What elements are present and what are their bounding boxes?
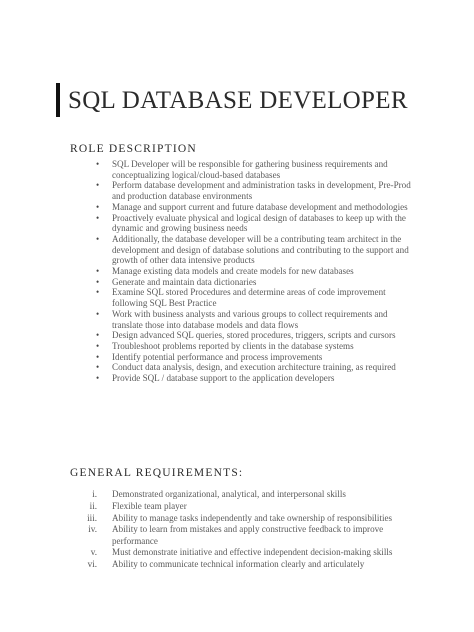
list-item: [96, 352, 416, 363]
list-numeral: iii.: [87, 512, 97, 523]
list-item-text: Troubleshoot problems reported by clients in the database systems: [112, 340, 354, 351]
list-item: [80, 547, 420, 558]
bullet-icon: •: [96, 351, 100, 362]
list-item: [96, 362, 416, 373]
bullet-icon: •: [96, 159, 100, 169]
bullet-icon: •: [96, 212, 100, 223]
list-item: [80, 501, 420, 512]
bullet-icon: •: [96, 308, 100, 319]
bullet-icon: •: [96, 287, 100, 298]
general-requirements-list: [80, 489, 420, 571]
list-item: [96, 277, 416, 288]
list-item-text: Must demonstrate initiative and effective independent decision-making skills: [112, 547, 393, 558]
list-item-text: Provide SQL / database support to the application developers: [112, 373, 335, 384]
list-item-text: Ability to communicate technical information clearly and articulately: [112, 559, 365, 570]
list-item-text: Generate and maintain data dictionaries: [112, 276, 257, 287]
list-item-text: Design advanced SQL queries, stored procedures, triggers, scripts and cursors: [112, 330, 396, 341]
bullet-icon: •: [96, 266, 100, 277]
bullet-icon: •: [96, 340, 100, 351]
list-item: [96, 180, 416, 201]
list-item-text: Work with business analysts and various groups to collect requirements and translate those into database models and data flows: [112, 308, 388, 330]
list-item: [96, 266, 416, 277]
bullet-icon: •: [96, 276, 100, 287]
bullet-icon: •: [96, 201, 100, 212]
list-item: [80, 524, 420, 546]
role-description-heading: ROLE DESCRIPTION: [70, 143, 197, 155]
list-item: [96, 341, 416, 352]
list-item: [96, 309, 416, 330]
list-item-text: Conduct data analysis, design, and execution architecture training, as required: [112, 362, 396, 373]
role-description-list: [96, 159, 416, 384]
bullet-icon: •: [96, 330, 100, 341]
list-item: [96, 287, 416, 308]
list-item-text: Examine SQL stored Procedures and determine areas of code improvement following SQL Best Practice: [112, 287, 386, 309]
list-item-text: Ability to manage tasks independently and take ownership of responsibilities: [112, 512, 393, 523]
list-item: [96, 234, 416, 266]
bullet-icon: •: [96, 373, 100, 384]
list-item-text: SQL Developer will be responsible for gathering business requirements and conceptualizing logical/cloud-based databases: [112, 159, 388, 180]
bullet-icon: •: [96, 233, 100, 244]
list-item: [80, 489, 420, 500]
list-item: [80, 513, 420, 524]
list-item: [96, 213, 416, 234]
list-item: [96, 202, 416, 213]
general-requirements-heading: GENERAL REQUIREMENTS:: [70, 467, 244, 479]
list-item-text: Demonstrated organizational, analytical, and interpersonal skills: [112, 489, 346, 499]
list-item: [96, 330, 416, 341]
list-numeral: v.: [90, 547, 97, 558]
list-item-text: Manage existing data models and create models for new databases: [112, 266, 354, 277]
list-item: [96, 159, 416, 180]
list-item-text: Ability to learn from mistakes and apply constructive feedback to improve performance: [112, 524, 384, 546]
list-item-text: Additionally, the database developer will be a contributing team architect in the development and design of database solutions and contributing to the support and growth of other data intensive products: [112, 233, 409, 266]
list-numeral: ii.: [89, 500, 97, 511]
list-item-text: Proactively evaluate physical and logical design of databases to keep up with the dynamic and growing business needs: [112, 212, 406, 234]
title-accent-bar: [56, 83, 60, 117]
list-item: [80, 559, 420, 570]
list-item: [96, 373, 416, 384]
bullet-icon: •: [96, 362, 100, 373]
list-numeral: i.: [92, 489, 97, 499]
list-item-text: Identify potential performance and process improvements: [112, 351, 323, 362]
bullet-icon: •: [96, 180, 100, 191]
list-numeral: iv.: [88, 524, 97, 535]
list-item-text: Manage and support current and future database development and methodologies: [112, 201, 408, 212]
list-numeral: vi.: [87, 559, 97, 570]
list-item-text: Perform database development and administration tasks in development, Pre-Prod and production database environments: [112, 180, 411, 202]
list-item-text: Flexible team player: [112, 500, 187, 511]
page-title: SQL DATABASE DEVELOPER: [68, 87, 408, 114]
